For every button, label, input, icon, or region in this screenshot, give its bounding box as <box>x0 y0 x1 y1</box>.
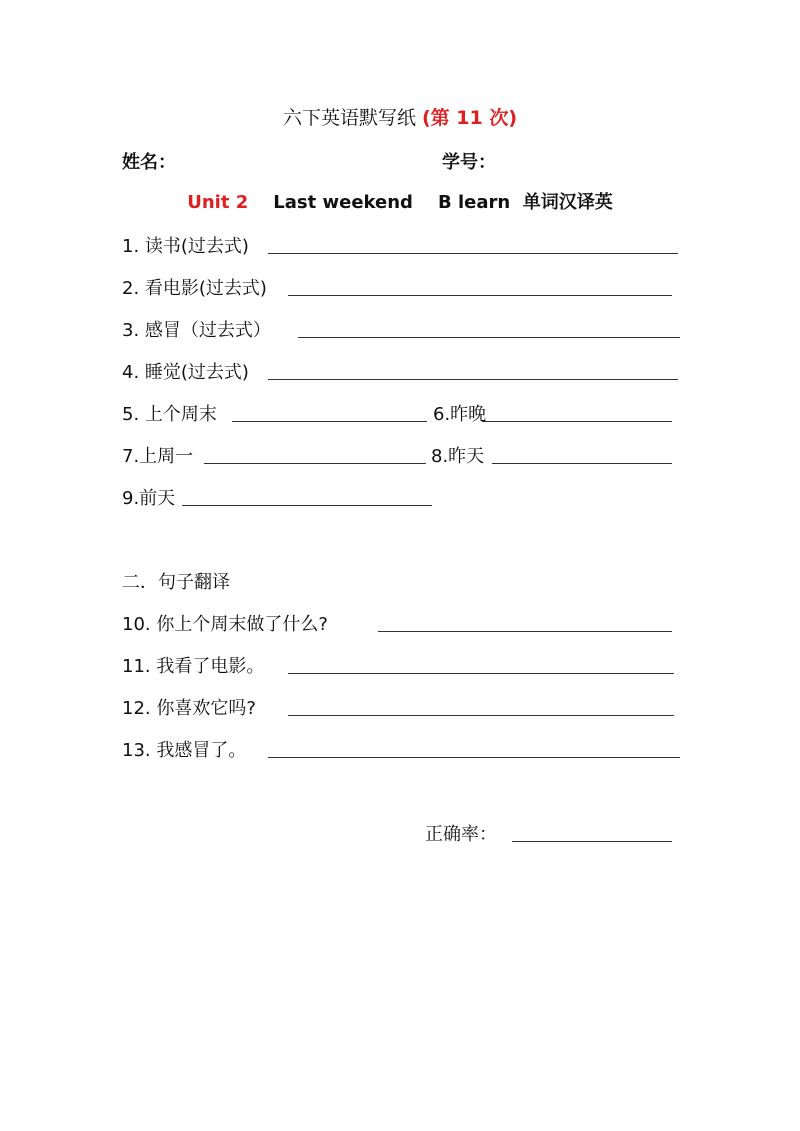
accuracy-blank[interactable] <box>512 841 672 842</box>
unit-task: 单词汉译英 <box>522 192 613 213</box>
word-item-7: 7.上周一 <box>122 446 194 467</box>
word-item-9: 9.前天 <box>122 488 176 509</box>
sentence-item-10: 10. 你上个周末做了什么? <box>122 614 328 635</box>
word-item-1: 1. 读书(过去式) <box>122 236 249 257</box>
answer-blank-1[interactable] <box>268 253 678 254</box>
word-item-5: 5. 上个周末 <box>122 404 217 425</box>
page-title <box>0 103 800 130</box>
name-label: 姓名： <box>122 152 176 173</box>
unit-part: B learn <box>438 192 511 213</box>
title-issue: (第 11 次) <box>422 107 518 129</box>
word-item-4: 4. 睡觉(过去式) <box>122 362 249 383</box>
sentence-item-13: 13. 我感冒了。 <box>122 740 247 761</box>
word-item-8: 8.昨天 <box>431 446 485 467</box>
accuracy-label: 正确率： <box>425 824 497 845</box>
answer-blank-12[interactable] <box>288 715 674 716</box>
answer-blank-7[interactable] <box>204 463 426 464</box>
word-item-6: 6.昨晚 <box>433 404 487 425</box>
answer-blank-10[interactable] <box>378 631 672 632</box>
student-id-label: 学号： <box>442 152 496 173</box>
answer-blank-5[interactable] <box>232 421 427 422</box>
answer-blank-13[interactable] <box>268 757 680 758</box>
word-item-3: 3. 感冒（过去式） <box>122 320 271 341</box>
word-item-2: 2. 看电影(过去式) <box>122 278 267 299</box>
section-heading-sentences: 二．句子翻译 <box>122 572 230 593</box>
unit-number: Unit 2 <box>187 192 249 213</box>
answer-blank-4[interactable] <box>268 379 678 380</box>
sentence-item-11: 11. 我看了电影。 <box>122 656 265 677</box>
answer-blank-9[interactable] <box>182 505 432 506</box>
answer-blank-11[interactable] <box>288 673 674 674</box>
sentence-item-12: 12. 你喜欢它吗? <box>122 698 256 719</box>
answer-blank-6[interactable] <box>482 421 672 422</box>
unit-lesson: Last weekend <box>273 192 413 213</box>
answer-blank-3[interactable] <box>298 337 680 338</box>
unit-heading <box>0 188 800 214</box>
answer-blank-2[interactable] <box>288 295 672 296</box>
answer-blank-8[interactable] <box>492 463 672 464</box>
title-main: 六下英语默写纸 <box>282 107 416 129</box>
